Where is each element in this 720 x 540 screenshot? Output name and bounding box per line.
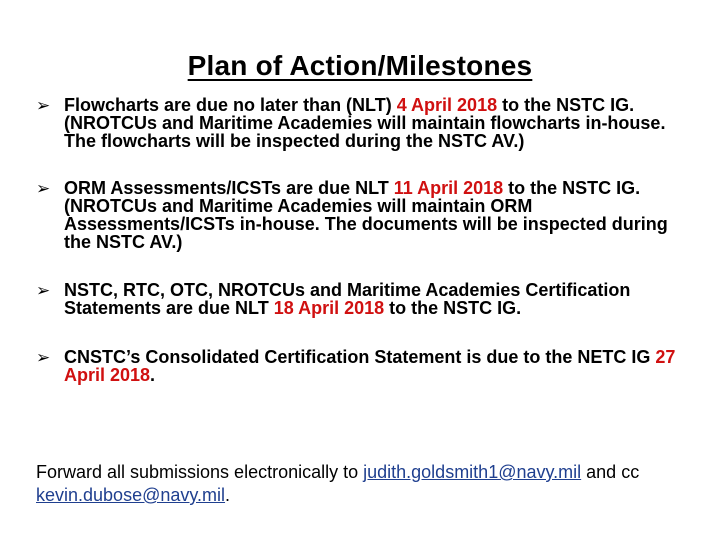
footer-text: and cc — [581, 462, 640, 482]
milestone-detail: to the NSTC IG. — [384, 298, 522, 318]
milestone-item-orm-assessments — [36, 179, 676, 251]
arrow-bullet-icon: ➢ — [36, 348, 51, 367]
arrow-bullet-icon: ➢ — [36, 179, 51, 198]
footer-text: . — [225, 485, 231, 505]
milestone-date: 18 April 2018 — [273, 298, 385, 318]
footer-text: Forward all submissions electronically to — [36, 462, 364, 482]
page-title: Plan of Action/Milestones — [187, 50, 533, 81]
milestone-list — [36, 96, 676, 412]
milestone-detail: . — [150, 365, 156, 385]
submission-instructions — [36, 461, 686, 507]
email-link-kevin[interactable]: kevin.dubose@navy.mil — [36, 485, 226, 505]
milestone-item-flowcharts — [36, 96, 676, 150]
email-link-judith[interactable]: judith.goldsmith1@navy.mil — [363, 462, 582, 482]
arrow-bullet-icon: ➢ — [36, 281, 51, 300]
milestone-detail: to the NSTC IG. (NROTCUs and Maritime Academies will maintain flowcharts in-house. The flowcharts will be inspected during the NSTC AV.) — [64, 95, 666, 151]
milestone-date: 11 April 2018 — [393, 178, 504, 198]
milestone-date: 4 April 2018 — [396, 95, 498, 115]
milestone-item-certification-statements — [36, 281, 676, 317]
arrow-bullet-icon: ➢ — [36, 96, 51, 115]
milestone-text: CNSTC’s Consolidated Certification Statement is due to the NETC IG — [64, 347, 656, 367]
milestone-date: 27 April 2018 — [64, 347, 676, 385]
milestone-text: Flowcharts are due no later than (NLT) — [64, 95, 397, 115]
milestone-item-consolidated-statement — [36, 348, 676, 384]
milestone-detail: to the NSTC IG. (NROTCUs and Maritime Academies will maintain ORM Assessments/ICSTs in-house. The documents will be inspected during the NSTC AV.) — [64, 178, 668, 252]
milestone-text: NSTC, RTC, OTC, NROTCUs and Maritime Academies Certification Statements are due NLT — [64, 280, 631, 318]
milestone-text: ORM Assessments/ICSTs are due NLT — [64, 178, 394, 198]
